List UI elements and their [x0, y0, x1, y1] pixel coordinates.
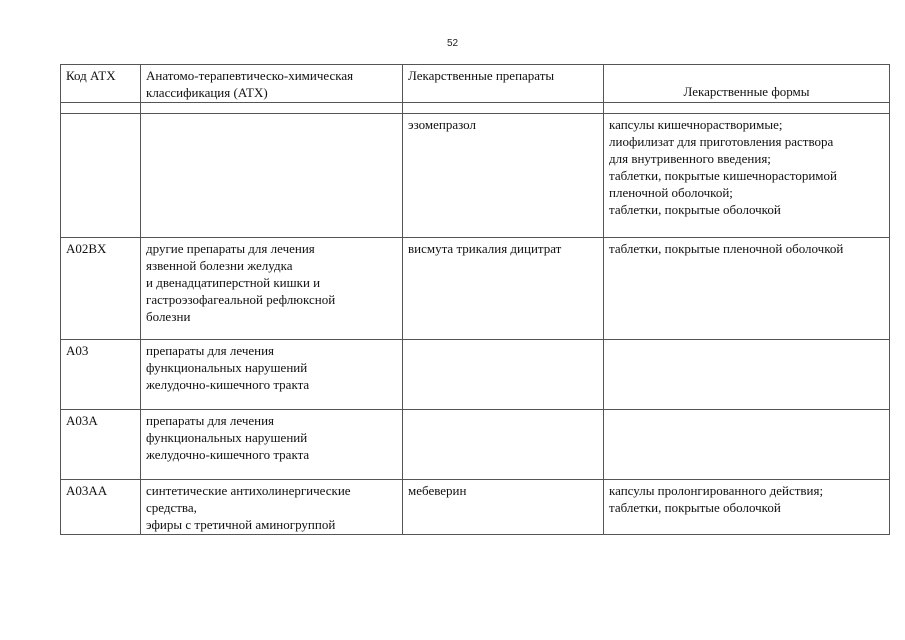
cell-drug — [403, 410, 604, 480]
spacer-cell — [604, 103, 890, 114]
cell-drug — [403, 340, 604, 410]
classification-line: другие препараты для лечения — [146, 241, 315, 256]
cell-drug: висмута трикалия дицитрат — [403, 238, 604, 340]
form-line: таблетки, покрытые кишечнорасторимой — [609, 168, 837, 183]
form-line: для внутривенного введения; — [609, 151, 771, 166]
form-line: таблетки, покрытые оболочкой — [609, 500, 781, 515]
header-forms: Лекарственные формы — [604, 65, 890, 103]
cell-forms — [604, 480, 890, 535]
table-row — [61, 114, 890, 238]
classification-line: эфиры с третичной аминогруппой — [146, 517, 336, 532]
header-code: Код АТХ — [61, 65, 141, 103]
cell-classification — [141, 238, 403, 340]
cell-forms — [604, 340, 890, 410]
table-row — [61, 410, 890, 480]
form-line: таблетки, покрытые пленочной оболочкой — [609, 241, 844, 256]
cell-forms — [604, 410, 890, 480]
cell-code: A02BX — [61, 238, 141, 340]
classification-line: болезни — [146, 309, 191, 324]
table-header-row — [61, 65, 890, 103]
cell-classification — [141, 410, 403, 480]
cell-classification — [141, 340, 403, 410]
classification-line: язвенной болезни желудка — [146, 258, 293, 273]
form-line: капсулы кишечнорастворимые; — [609, 117, 783, 132]
classification-line: препараты для лечения — [146, 413, 275, 428]
table-row — [61, 340, 890, 410]
table-row — [61, 480, 890, 535]
header-classification — [141, 65, 403, 103]
cell-classification — [141, 480, 403, 535]
cell-drug: мебеверин — [403, 480, 604, 535]
classification-line: желудочно-кишечного тракта — [146, 447, 310, 462]
classification-line: средства, — [146, 500, 197, 515]
classification-line: препараты для лечения — [146, 343, 275, 358]
cell-code: A03AA — [61, 480, 141, 535]
cell-drug: эзомепразол — [403, 114, 604, 238]
classification-line: функциональных нарушений — [146, 360, 308, 375]
header-spacer-row — [61, 103, 890, 114]
header-classification-line: Анатомо-терапевтическо-химическая — [146, 68, 354, 83]
form-line: таблетки, покрытые оболочкой — [609, 202, 781, 217]
header-drugs: Лекарственные препараты — [403, 65, 604, 103]
page-number: 52 — [446, 38, 459, 49]
form-line: лиофилизат для приготовления раствора — [609, 134, 834, 149]
form-line: капсулы пролонгированного действия; — [609, 483, 824, 498]
cell-code — [61, 114, 141, 238]
form-line: пленочной оболочкой; — [609, 185, 733, 200]
classification-line: гастроэзофагеальной рефлюксной — [146, 292, 336, 307]
classification-line: и двенадцатиперстной кишки и — [146, 275, 321, 290]
classification-line: функциональных нарушений — [146, 430, 308, 445]
header-classification-line: классификация (АТХ) — [146, 85, 268, 100]
cell-forms — [604, 238, 890, 340]
table-row — [61, 238, 890, 340]
classification-line: синтетические антихолинергические — [146, 483, 351, 498]
classification-line: желудочно-кишечного тракта — [146, 377, 310, 392]
cell-classification — [141, 114, 403, 238]
spacer-cell — [61, 103, 141, 114]
cell-code: A03 — [61, 340, 141, 410]
spacer-cell — [141, 103, 403, 114]
cell-forms — [604, 114, 890, 238]
cell-code: A03A — [61, 410, 141, 480]
atx-table — [60, 64, 890, 535]
spacer-cell — [403, 103, 604, 114]
